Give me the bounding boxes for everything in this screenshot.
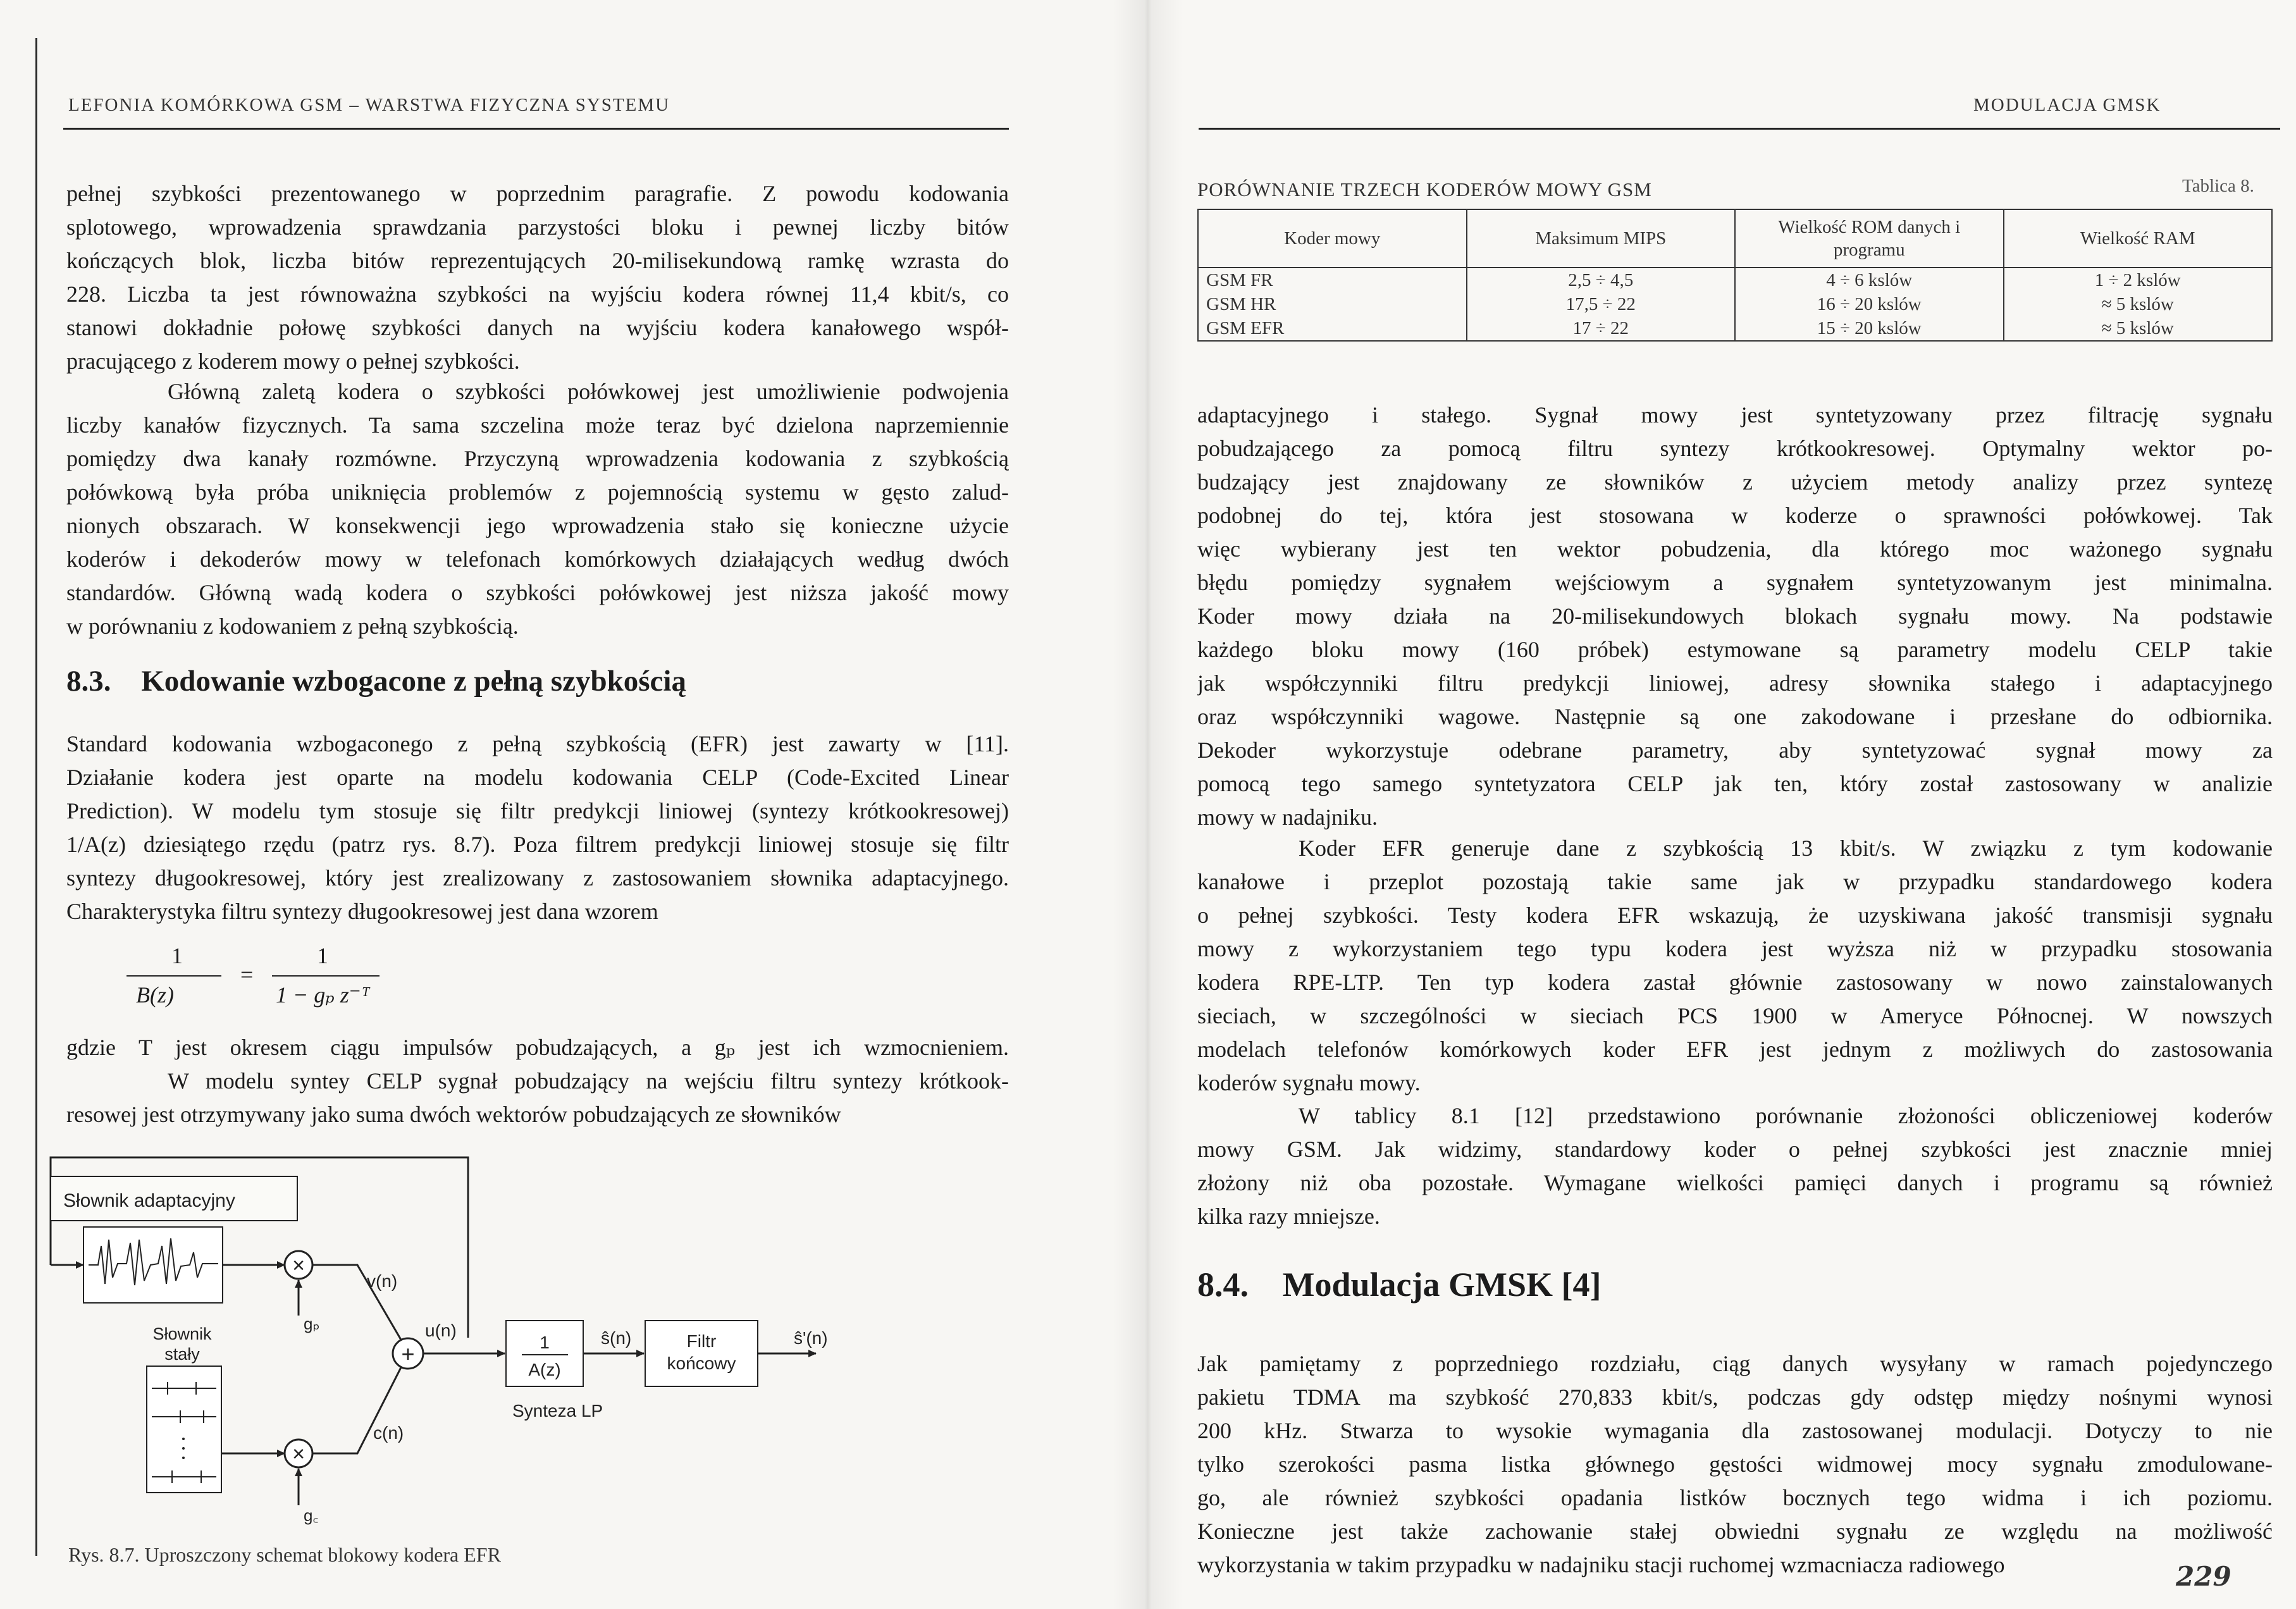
text-line: pomiędzy dwa kanały rozmówne. Przyczyną wprowadzenia kodowania z szybkością [66,446,1009,471]
adder-symbol: + [401,1341,415,1367]
text-line: budzający jest znajdowany ze słowników z użyciem metody analizy przez syntezę [1197,469,2273,495]
text-line: pracującego z koderem mowy o pełnej szybkości. [66,348,520,374]
table-cell: 17 ÷ 22 [1467,316,1736,341]
right-paragraph-2 [1197,832,2273,1100]
table-header-row [1198,209,2272,268]
text-line: stanowi dokładnie połowę szybkości danych na wyjściu kodera kanałowego współ- [66,315,1009,340]
text-line: splotowego, wprowadzenia sprawdzania parzystości bloku i pewnej liczby bitów [66,214,1009,240]
scan-edge-line [35,38,37,1556]
signal-s-hat-label: ŝ(n) [601,1328,632,1348]
table-cell: ≈ 5 kslów [2004,292,2273,316]
text-line: gdzie T jest okresem ciągu impulsów pobudzających, a gₚ jest ich wzmocnieniem. [66,1035,1009,1060]
table-header-cell: Wielkość ROM danych i programu [1735,209,2004,268]
text-line: Główną zaletą kodera o szybkości połówkowej jest umożliwienie podwojenia [168,379,1009,404]
formula-equals: = [240,962,254,987]
text-line: złożony niż oba pozostałe. Wymagane wielkości pamięci danych i programu są również [1197,1170,2273,1195]
table-row [1198,268,2272,292]
text-line: pobudzającego za pomocą filtru syntezy krótkookresowej. Optymalny wektor po- [1197,436,2273,461]
text-line: mowy z wykorzystaniem tego typu kodera jest wyższa niż w przypadku stosowania [1197,936,2273,961]
table-cell: 15 ÷ 20 kslów [1735,316,2004,341]
formula-rhs-denominator: 1 − gₚ z⁻ᵀ [276,982,370,1008]
fixed-codebook-block [147,1324,221,1493]
post-filter-label-1: Filtr [686,1331,717,1351]
table-row [1198,292,2272,316]
formula-lhs-numerator: 1 [171,943,183,968]
efr-block-diagram [38,1151,923,1556]
table-cell: 16 ÷ 20 kslów [1735,292,2004,316]
section-title: Kodowanie wzbogacone z pełną szybkością [141,665,686,698]
text-line: o pełnej szybkości. Testy kodera EFR wskazują, że uzyskiwana jakość transmisji sygnału [1197,903,2273,928]
text-line: 1/A(z) dziesiątego rzędu (patrz rys. 8.7). Poza filtrem predykcji liniowej stosuje się filtr [66,832,1009,857]
adaptive-codebook-block [51,1176,297,1303]
text-line: pomocą tego samego syntetyzatora CELP jak ten, który został zastosowany w analizie [1197,771,2273,796]
text-line: liczby kanałów fizycznych. Ta sama szczelina może teraz być dzielona naprzemiennie [66,412,1009,438]
text-line: koderów i dekoderów mowy w telefonach komórkowych działających według dwóch [66,546,1009,572]
synth-label: Synteza LP [512,1401,603,1421]
right-paragraph-3 [1197,1099,2273,1233]
text-line: każdego bloku mowy (160 próbek) estymowane są parametry modelu CELP takie [1197,637,2273,662]
text-line: Koder mowy działa na 20-milisekundowych blokach sygnału mowy. Na podstawie [1197,603,2273,629]
section-title: Modulacja GMSK [4] [1282,1266,1602,1304]
coders-comparison-table [1197,209,2273,342]
text-line: standardów. Główną wadą kodera o szybkości połówkowej jest niższa jakość mowy [66,580,1009,605]
text-line: mowy GSM. Jak widzimy, standardowy koder o pełnej szybkości jest znacznie mniej [1197,1137,2273,1162]
text-line: podobnej do tej, która jest stosowana w koderze o sprawności połówkowej. Tak [1197,503,2273,528]
right-running-head: MODULACJA GMSK [1973,95,2161,115]
right-paragraph-4 [1197,1347,2273,1582]
text-line: Konieczne jest także zachowanie stałej obwiedni sygnału ze względu na możliwość [1197,1519,2273,1544]
table-header-cell: Koder mowy [1198,209,1467,268]
text-line: kodera RPE-LTP. Ten typ kodera zastał głównie zastosowany w nowo zainstalowanych [1197,970,2273,995]
formula-long-term-filter [127,942,392,1018]
section-heading-8-4 [1197,1265,1601,1304]
text-line: jak współczynniki filtru predykcji liniowej, adresy słownika stałego i adaptacyjnego [1197,670,2273,696]
text-line: modelach telefonów komórkowych koder EFR jest jednym z możliwych do zastosowania [1197,1037,2273,1062]
formula-lhs-bar [127,975,221,977]
signal-v-label: v(n) [367,1271,398,1291]
text-line: Jak pamiętamy z poprzedniego rozdziału, ciąg danych wysyłany w ramach pojedynczego [1197,1351,2273,1376]
left-paragraph-2 [66,375,1009,643]
text-line: W tablicy 8.1 [12] przedstawiono porównanie złożoności obliczeniowej koderów [1299,1103,2273,1128]
left-paragraph-3 [66,727,1009,928]
text-line: Dekoder wykorzystuje odebrane parametry, aby syntetyzować sygnał mowy za [1197,737,2273,763]
text-line: połówkową była próba uniknięcia problemów z pojemnością systemu w gęsto zalud- [66,479,1009,505]
adder [393,1321,505,1369]
figure-caption: Rys. 8.7. Uproszczony schemat blokowy kodera EFR [68,1543,501,1566]
mult-symbol-bottom: × [292,1442,305,1466]
left-paragraph-4 [66,1031,1009,1131]
signal-c-label: c(n) [373,1423,404,1443]
multiplier-fixed [221,1366,404,1525]
table-cell: ≈ 5 kslów [2004,316,2273,341]
table-header-cell: Wielkość RAM [2004,209,2273,268]
gain-gp-label: gₚ [304,1314,320,1333]
text-line: pakietu TDMA ma szybkość 270,833 kbit/s, podczas gdy odstęp między nośnymi wynosi [1197,1384,2273,1410]
section-number: 8.4. [1197,1266,1249,1304]
fixed-codebook-label-1: Słownik [152,1324,212,1343]
text-line: Koder EFR generuje dane z szybkością 13 kbit/s. W związku z tym kodowanie [1299,835,2273,861]
table-cell: 4 ÷ 6 kslów [1735,268,2004,292]
adaptive-codebook-label: Słownik adaptacyjny [63,1190,235,1211]
text-line: pełnej szybkości prezentowanego w poprzednim paragrafie. Z powodu kodowania [66,181,1009,206]
text-line: 200 kHz. Stwarza to wysokie wymagania dla zastosowanej modulacji. Dotyczy to nie [1197,1418,2273,1443]
gain-gc-label: g꜀ [304,1506,319,1525]
table-cell: 1 ÷ 2 kslów [2004,268,2273,292]
table-cell: GSM EFR [1198,316,1467,341]
formula-lhs-denominator: B(z) [136,982,174,1008]
book-gutter-shadow [1113,0,1183,1609]
synth-denominator: A(z) [528,1360,561,1379]
left-paragraph-1 [66,177,1009,378]
text-line: Prediction). W modelu tym stosuje się filtr predykcji liniowej (syntezy krótkookresowej) [66,798,1009,823]
text-line: resowej jest otrzymywany jako suma dwóch wektorów pobudzających ze słowników [66,1102,841,1127]
text-line: więc wybierany jest ten wektor pobudzenia, dla którego moc ważonego sygnału [1197,536,2273,562]
text-line: błędu pomiędzy sygnałem wejściowym a sygnałem syntetyzowanym jest minimalna. [1197,570,2273,595]
mult-symbol-top: × [292,1254,305,1278]
synth-numerator: 1 [540,1333,550,1352]
text-line: kanałowe i przeplot pozostają takie same jak w przypadku standardowego kodera [1197,869,2273,894]
text-line: Charakterystyka filtru syntezy długookresowej jest dana wzorem [66,899,658,924]
table-row [1198,316,2272,341]
text-line: go, ale również szybkości opadania listków bocznych tego widma i ich poziomu. [1197,1485,2273,1510]
table-label: Tablica 8. [2182,176,2254,196]
signal-s-prime-label: ŝ'(n) [794,1328,828,1348]
text-line: nionych obszarach. W konsekwencji jego wprowadzenia stało się konieczne użycie [66,513,1009,538]
multiplier-adaptive [223,1251,402,1341]
text-line: adaptacyjnego i stałego. Sygnał mowy jest syntetyzowany przez filtrację sygnału [1197,402,2273,428]
section-heading-8-3 [66,664,686,698]
text-line: 228. Liczba ta jest równoważna szybkości na wyjściu kodera równej 11,4 kbit/s, co [66,281,1009,307]
page-number: 229 [2176,1561,2231,1592]
text-line: koderów sygnału mowy. [1197,1070,1421,1095]
formula-rhs-numerator: 1 [317,943,328,968]
table-header-cell: Maksimum MIPS [1467,209,1736,268]
section-number: 8.3. [66,665,111,698]
left-running-head: LEFONIA KOMÓRKOWA GSM – WARSTWA FIZYCZNA SYSTEMU [68,95,670,115]
text-line: syntezy długookresowej, który jest zrealizowany z zastosowaniem słownika adaptacyjnego. [66,865,1009,891]
text-line: kończących blok, liczba bitów reprezentujących 20-milisekundową ramkę wzrasta do [66,248,1009,273]
text-line: Działanie kodera jest oparte na modelu kodowania CELP (Code-Excited Linear [66,765,1009,790]
fixed-codebook-label-2: stały [164,1345,200,1364]
text-line: W modelu syntey CELP sygnał pobudzający na wejściu filtru syntezy krótkook- [168,1068,1009,1094]
text-line: tylko szerokości pasma listka głównego gęstości widmowej mocy sygnału zmodulowane- [1197,1452,2273,1477]
table-title: PORÓWNANIE TRZECH KODERÓW MOWY GSM [1197,178,1652,200]
text-line: Standard kodowania wzbogaconego z pełną szybkością (EFR) jest zawarty w [11]. [66,731,1009,756]
left-head-rule [63,128,1009,130]
text-line: sieciach, w szczególności w sieciach PCS 1900 w Ameryce Północnej. W nowszych [1197,1003,2273,1028]
table-cell: GSM HR [1198,292,1467,316]
table-cell: GSM FR [1198,268,1467,292]
right-head-rule [1199,128,2280,130]
formula-rhs-bar [272,975,380,977]
text-line: mowy w nadajniku. [1197,804,1378,830]
post-filter-label-2: końcowy [667,1353,736,1373]
text-line: wykorzystania w takim przypadku w nadajniku stacji ruchomej wzmacniacza radiowego [1197,1552,2005,1577]
signal-u-label: u(n) [425,1321,457,1340]
table-cell: 2,5 ÷ 4,5 [1467,268,1736,292]
post-filter-block [645,1321,828,1386]
right-paragraph-1 [1197,398,2273,834]
text-line: kilka razy mniejsze. [1197,1204,1380,1229]
lp-synthesis-block [506,1321,644,1421]
text-line: w porównaniu z kodowaniem z pełną szybkością. [66,613,519,639]
text-line: oraz współczynniki wagowe. Następnie są one zakodowane i przesłane do odbiornika. [1197,704,2273,729]
table-cell: 17,5 ÷ 22 [1467,292,1736,316]
